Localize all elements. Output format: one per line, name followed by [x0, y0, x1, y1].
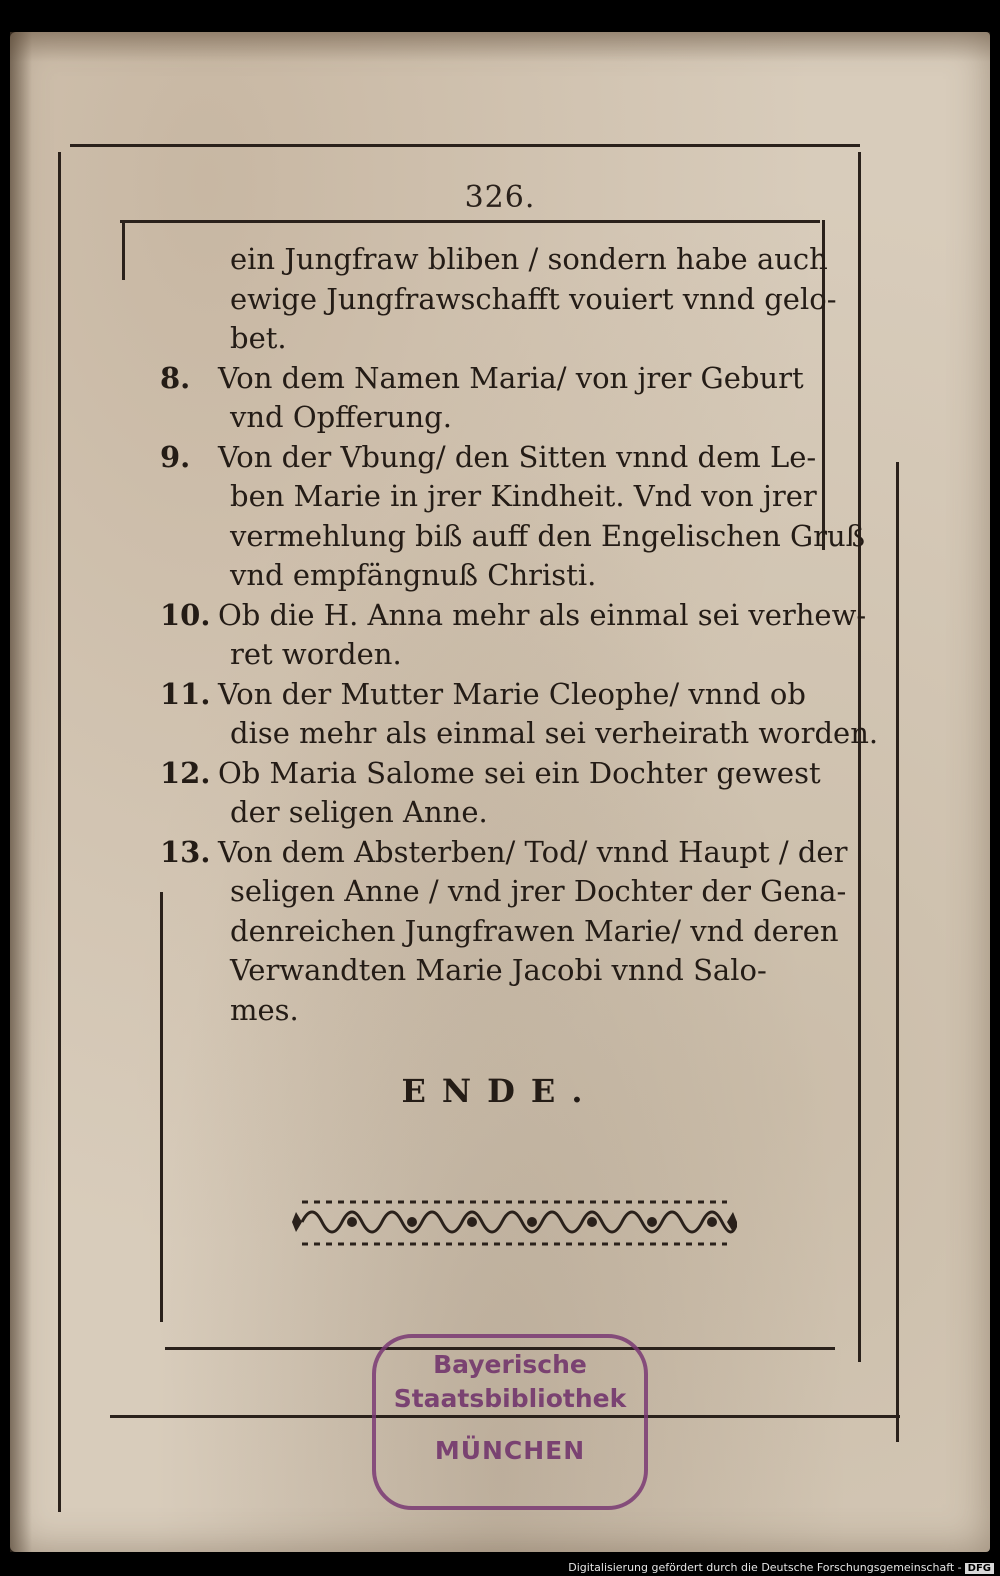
toc-entry-11: [160, 675, 879, 754]
entry-line: Ob Maria Salome sei ein Dochter gewest: [218, 755, 821, 790]
continuation-line: ewige Jungfrawschafft vouiert vnnd gelo-: [230, 281, 837, 316]
entry-number: 10.: [160, 597, 211, 632]
toc-entry-13: [160, 833, 850, 1031]
continuation-line: ein Jungfraw bliben / sondern habe auch: [230, 242, 828, 276]
entry-line: vnd Opfferung.: [230, 400, 452, 434]
entry-number: 13.: [160, 834, 211, 869]
continuation-line: bet.: [230, 321, 287, 355]
entry-line: Ob die H. Anna mehr als einmal sei verhew-: [218, 597, 867, 632]
library-stamp: [372, 1334, 648, 1510]
toc-entry-8: [160, 359, 850, 438]
digitization-credit: [568, 1561, 994, 1574]
header-rule: [120, 220, 820, 223]
entry-line: Von dem Absterben/ Tod/ vnnd Haupt / der: [218, 834, 848, 869]
toc-entry-9: [160, 438, 866, 596]
right-mid-rule: [858, 152, 861, 1362]
page-top-shadow: [10, 32, 990, 62]
entry-number: 11.: [160, 676, 211, 711]
stamp-line: MÜNCHEN: [434, 1436, 586, 1465]
entry-line: denreichen Jungfrawen Marie/ vnd deren: [230, 913, 839, 948]
entry-line: vnd empfängnuß Christi.: [230, 558, 597, 592]
book-page: [10, 32, 990, 1552]
entry-line: vermehlung biß auff den Engelischen Gruß: [230, 518, 866, 553]
entry-number: 12.: [160, 755, 211, 790]
entry-number: 9.: [160, 439, 191, 474]
dfg-badge: DFG: [965, 1563, 994, 1574]
entry-line: Verwandten Marie Jacobi vnnd Salo-: [230, 953, 767, 987]
stamp-line: Bayerische: [433, 1350, 587, 1379]
entry-line: dise mehr als einmal sei verheirath worden.: [230, 716, 879, 750]
entry-line: seligen Anne / vnd jrer Dochter der Gena-: [230, 874, 847, 908]
toc-entry-12: [160, 754, 850, 833]
entry-line: ben Marie in jrer Kindheit. Vnd von jrer: [230, 479, 817, 513]
entry-line: ret worden.: [230, 637, 402, 671]
entry-number: 8.: [160, 360, 191, 395]
top-rule: [70, 144, 860, 147]
right-outer-rule: [896, 462, 899, 1442]
ende-text: ENDE.: [401, 1072, 599, 1110]
stamp-line: Staatsbibliothek: [393, 1384, 627, 1413]
entry-line: Von der Vbung/ den Sitten vnnd dem Le-: [218, 439, 817, 474]
left-inner-rule: [122, 220, 125, 280]
credit-text: Digitalisierung gefördert durch die Deutsche Forschungsgemeinschaft -: [568, 1561, 962, 1574]
entry-line: mes.: [230, 992, 299, 1027]
toc-entry-10: [160, 596, 867, 675]
entry-line: Von der Mutter Marie Cleophe/ vnnd ob: [218, 676, 806, 711]
ornament-vignette: [292, 1182, 737, 1262]
entry-line: Von dem Namen Maria/ von jrer Geburt: [218, 360, 804, 395]
entry-line: der seligen Anne.: [230, 795, 488, 829]
page-number: 326.: [464, 180, 536, 215]
left-outer-rule: [58, 152, 61, 1512]
toc-text: [160, 240, 879, 1030]
page-edge-shadow: [10, 32, 32, 1552]
